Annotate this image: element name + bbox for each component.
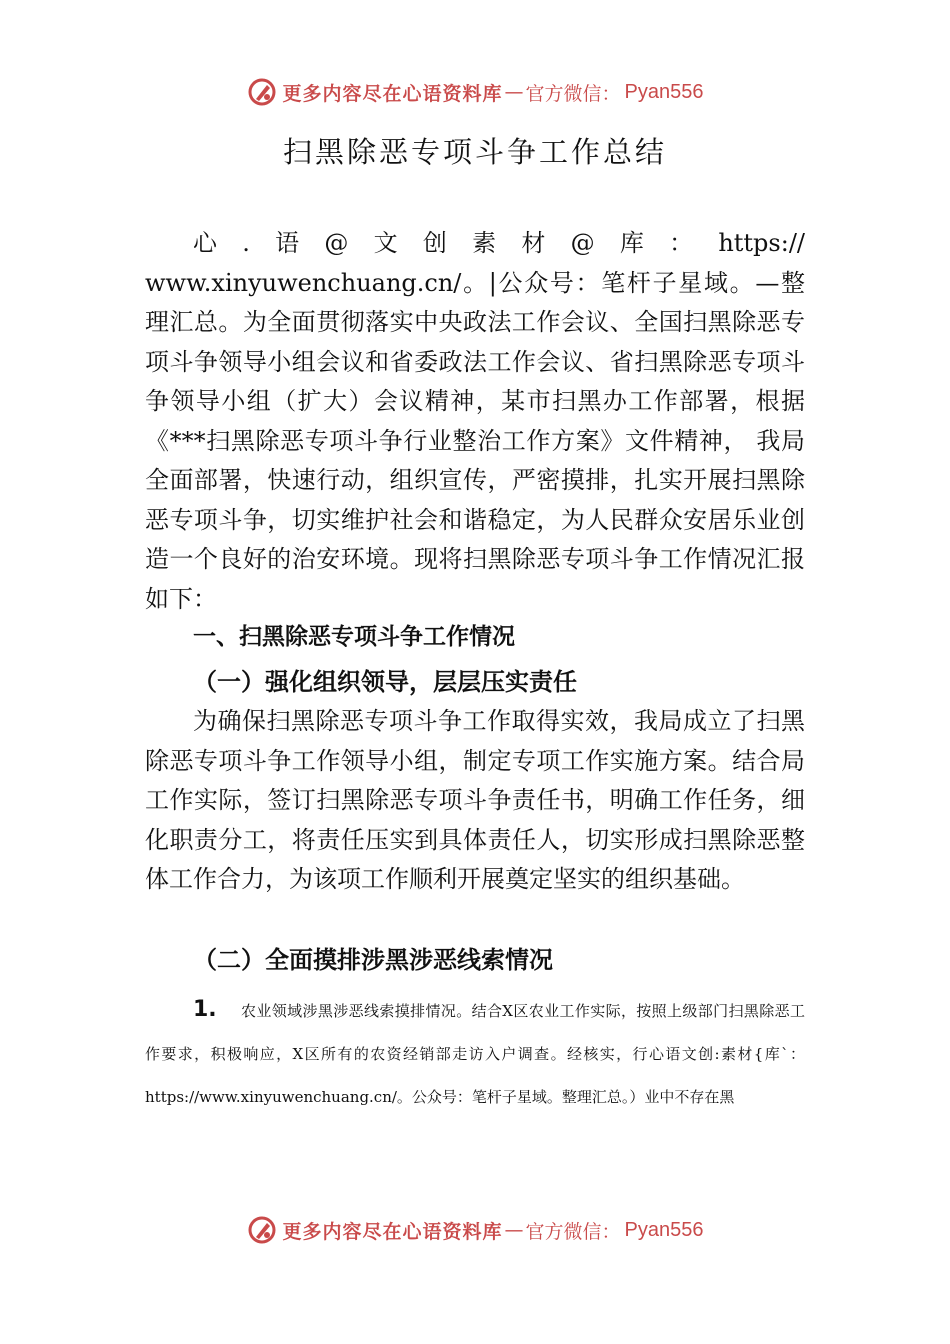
- item-1-body: 农业领域涉黑涉恶线索摸排情况。结合X区农业工作实际，按照上级部门扫黑除恶工作要求，积极响应，X区所有的农资经销部走访入户调查。经核实，行心语文创:素材{库`：https://www.xinyuwenchuang.cn/。公众号：笔杆子星域。整理汇总。）业中不存在黑: [145, 1002, 805, 1106]
- footer-watermark: [0, 1210, 950, 1250]
- document-title: 扫黑除恶专项斗争工作总结: [282, 135, 667, 169]
- watermark-separator: —: [504, 1219, 524, 1241]
- subsection-heading-2: （二）全面摸排涉黑涉恶线索情况: [193, 945, 553, 974]
- section-heading: 一、扫黑除恶专项斗争工作情况: [193, 624, 515, 650]
- pen-nib-logo-icon: [247, 1215, 277, 1245]
- watermark-wechat-id: Pyan556: [624, 80, 704, 103]
- intro-rest: www.xinyuwenchuang.cn/。|公众号：笔杆子星域。—整理汇总。为全面贯彻落实中央政法工作会议、全国扫黑除恶专项斗争领导小组会议和省委政法工作会议、省扫黑除恶专项斗争领导小组（扩大）会议精神，某市扫黑办工作部署，根据《***扫黑除恶专项斗争行业整治工作方案》文件精神， 我局全面部署，快速行动，组织宣传，严密摸排，扎实开展扫黑除恶专项斗争，切实维护社会和谐稳定，为人民群众安居乐业创造一个良好的治安环境。现将扫黑除恶专项斗争工作情况汇报如下：: [145, 268, 805, 613]
- subsection-heading-1: （一）强化组织领导，层层压实责任: [193, 667, 577, 696]
- item-1-number: 1.: [193, 997, 217, 1022]
- watermark-wechat-label: 官方微信：: [525, 82, 621, 105]
- intro-paragraph: [145, 224, 805, 619]
- watermark-wechat-label: 官方微信：: [525, 1220, 621, 1243]
- watermark-main-text: 更多内容尽在心语资料库: [282, 82, 503, 105]
- item-1-paragraph: [145, 988, 805, 1119]
- watermark-wechat-id: Pyan556: [624, 1218, 704, 1241]
- intro-first-line: 心.语@文创素材@库：https://: [193, 229, 805, 257]
- watermark-separator: —: [504, 81, 524, 103]
- header-watermark: [0, 72, 950, 112]
- pen-nib-logo-icon: [247, 77, 277, 107]
- subsection-1-paragraph: 为确保扫黑除恶专项斗争工作取得实效，我局成立了扫黑除恶专项斗争工作领导小组，制定专项工作实施方案。结合局工作实际，签订扫黑除恶专项斗争责任书，明确工作任务，细化职责分工，将责任压实到具体责任人，切实形成扫黑除恶整体工作合力，为该项工作顺利开展奠定坚实的组织基础。: [145, 707, 805, 893]
- watermark-main-text: 更多内容尽在心语资料库: [282, 1220, 503, 1243]
